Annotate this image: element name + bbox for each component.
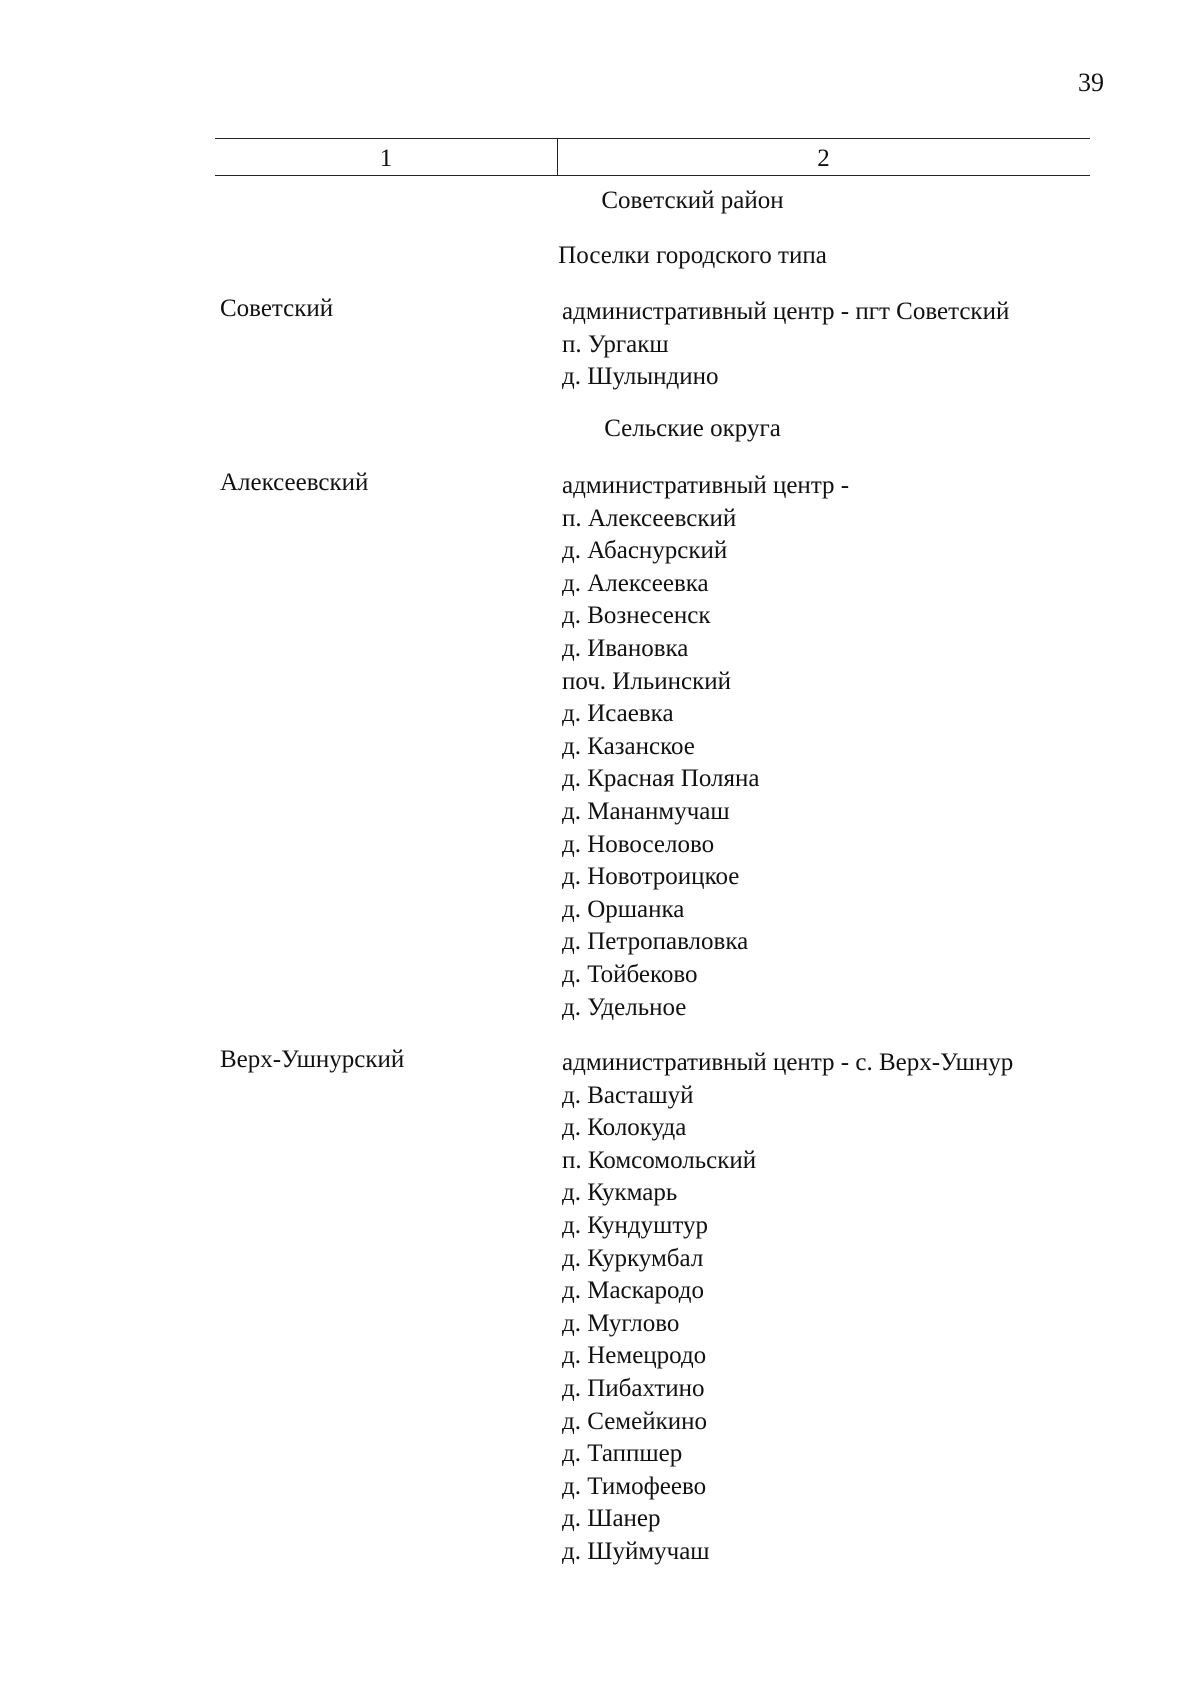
list-item: д. Новоселово — [562, 830, 715, 858]
list-item: д. Кукмарь — [562, 1179, 678, 1207]
list-item: д. Немецродо — [562, 1342, 707, 1370]
column-header-row — [215, 138, 1090, 176]
list-item: д. Красная Поляна — [562, 765, 760, 793]
rural-section-title: Сельские округа — [604, 415, 781, 442]
column-header-1: 1 — [379, 145, 393, 172]
settlement-items — [562, 296, 1009, 394]
list-item: п. Комсомольский — [562, 1146, 757, 1174]
settlements-section-title: Поселки городского типа — [558, 242, 827, 269]
rural-district-items — [562, 1047, 1013, 1569]
list-item: д. Таппшер — [562, 1440, 683, 1468]
list-item: д. Тойбеково — [562, 960, 698, 988]
district-title: Советский район — [601, 187, 784, 214]
rural-district-items — [562, 470, 849, 1024]
list-item: д. Тимофеево — [562, 1472, 707, 1500]
list-item: д. Новотроицкое — [562, 863, 740, 891]
list-item: д. Кундуштур — [562, 1211, 708, 1239]
list-item: д. Муглово — [562, 1309, 680, 1337]
list-item: д. Семейкино — [562, 1407, 707, 1435]
list-item: д. Петропавловка — [562, 928, 749, 956]
list-item: п. Алексеевский — [562, 504, 737, 532]
list-item: д. Абаснурский — [562, 537, 728, 565]
list-item: д. Куркумбал — [562, 1244, 704, 1272]
list-item: административный центр - пгт Советский — [562, 298, 1010, 325]
settlement-name: Советский — [220, 295, 334, 322]
page-number: 39 — [1078, 68, 1104, 97]
list-item: д. Казанское — [562, 732, 695, 760]
list-item: поч. Ильинский — [562, 667, 731, 695]
list-item: п. Ургакш — [562, 330, 669, 358]
list-item: административный центр - с. Верх-Ушнур — [562, 1049, 1014, 1076]
rural-district-name: Алексеевский — [220, 469, 369, 496]
list-item: д. Удельное — [562, 993, 687, 1021]
list-item: д. Шулындино — [562, 363, 719, 391]
rural-district-name: Верх-Ушнурский — [220, 1046, 405, 1073]
list-item: д. Исаевка — [562, 700, 674, 728]
column-header-2: 2 — [817, 145, 830, 172]
list-item: д. Шанер — [562, 1505, 661, 1533]
list-item: д. Оршанка — [562, 895, 685, 923]
list-item: д. Ивановка — [562, 634, 689, 662]
list-item: д. Пибахтино — [562, 1374, 705, 1402]
list-item: д. Васташуй — [562, 1081, 694, 1109]
list-item: административный центр - — [562, 472, 850, 499]
list-item: д. Маскародо — [562, 1277, 705, 1305]
list-item: д. Шуймучаш — [562, 1537, 710, 1565]
list-item: д. Колокуда — [562, 1114, 687, 1142]
list-item: д. Вознесенск — [562, 602, 711, 630]
list-item: д. Мананмучаш — [562, 797, 730, 825]
list-item: д. Алексеевка — [562, 569, 709, 597]
